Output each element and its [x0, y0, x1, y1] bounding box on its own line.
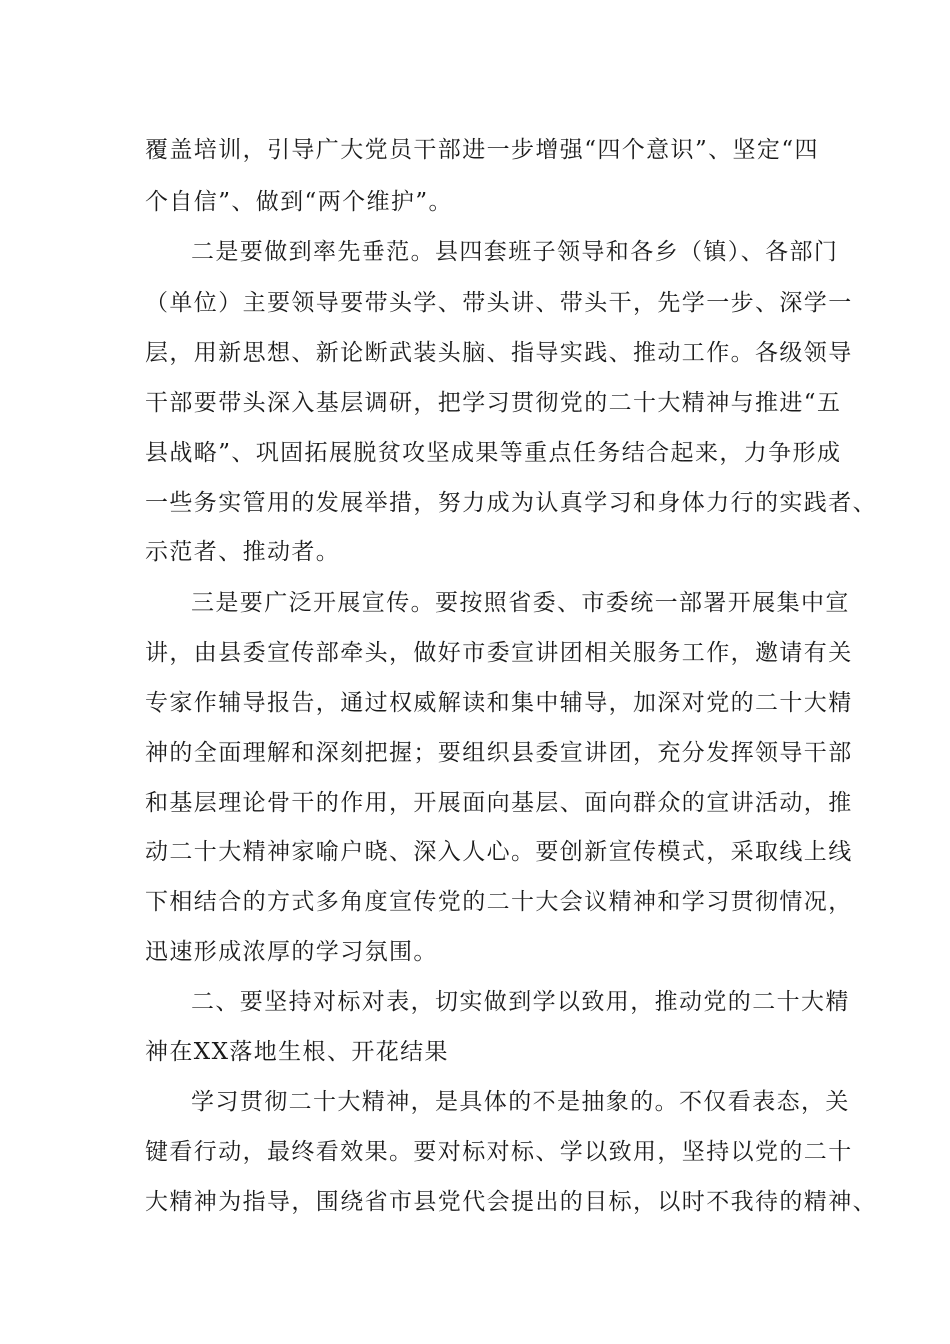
text-line: （单位）主要领导要带头学、带头讲、带头干，先学一步、深学一: [145, 290, 853, 316]
text-line: 键看行动，最终看效果。要对标对标、学以致用，坚持以党的二十: [145, 1139, 853, 1165]
text-line: 讲，由县委宣传部牵头，做好市委宣讲团相关服务工作，邀请有关: [145, 640, 853, 666]
text-line: 覆盖培训，引导广大党员干部进一步增强“四个意识”、坚定“四: [145, 137, 819, 163]
text-line: 个自信”、做到“两个维护”。: [145, 189, 453, 215]
text-line: 层，用新思想、新论断武装头脑、指导实践、推动工作。各级领导: [145, 340, 853, 366]
text-line: 干部要带头深入基层调研，把学习贯彻党的二十大精神与推进“五: [145, 390, 842, 416]
text-line: 下相结合的方式多角度宣传党的二十大会议精神和学习贯彻情况，: [145, 889, 853, 915]
text-line: 专家作辅导报告，通过权威解读和集中辅导，加深对党的二十大精: [145, 690, 853, 716]
paragraph-start-line: 二是要做到率先垂范。县四套班子领导和各乡（镇）、各部门: [191, 239, 839, 265]
paragraph-start-line: 三是要广泛开展宣传。要按照省委、市委统一部署开展集中宣: [191, 590, 850, 616]
text-line: 神的全面理解和深刻把握；要组织县委宣讲团，充分发挥领导干部: [145, 740, 853, 766]
text-line: 示范者、推动者。: [145, 539, 341, 565]
text-line: 动二十大精神家喻户晓、深入人心。要创新宣传模式，采取线上线: [145, 839, 853, 865]
text-line: 县战略”、巩固拓展脱贫攻坚成果等重点任务结合起来，力争形成: [145, 440, 842, 466]
section-heading-line: 神在XX落地生根、开花结果: [145, 1039, 449, 1065]
paragraph-start-line: 学习贯彻二十大精神，是具体的不是抽象的。不仅看表态，关: [191, 1089, 850, 1115]
text-line: 一些务实管用的发展举措，努力成为认真学习和身体力行的实践者、: [145, 490, 877, 516]
section-heading-line: 二、要坚持对标对表，切实做到学以致用，推动党的二十大精: [191, 989, 850, 1015]
text-line: 大精神为指导，围绕省市县党代会提出的目标，以时不我待的精神、: [145, 1189, 877, 1215]
text-line: 和基层理论骨干的作用，开展面向基层、面向群众的宣讲活动，推: [145, 790, 853, 816]
text-line: 迅速形成浓厚的学习氛围。: [145, 939, 438, 965]
